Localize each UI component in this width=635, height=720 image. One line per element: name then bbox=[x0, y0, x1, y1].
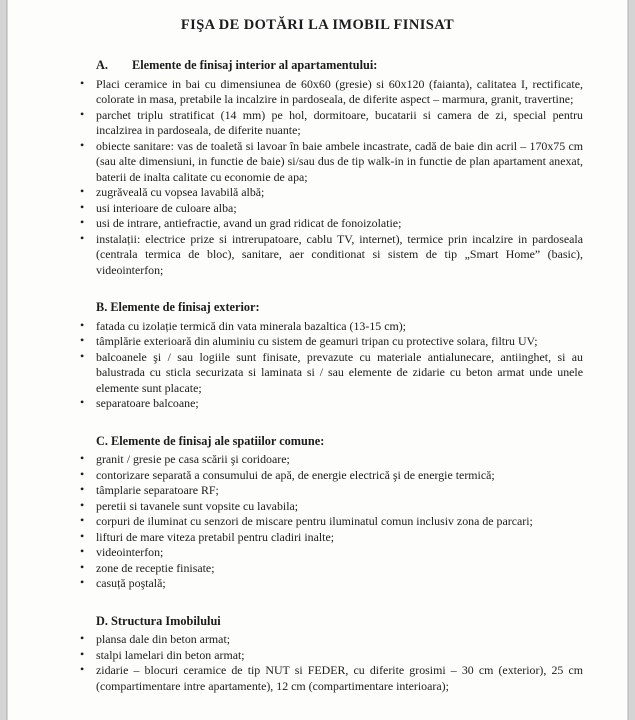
list-item: • granit / gresie pe casa scării şi coridoare; bbox=[96, 452, 583, 468]
scan-edge-right bbox=[628, 0, 635, 720]
section-d-label: D. bbox=[96, 613, 108, 628]
section-d bbox=[96, 614, 583, 695]
list-item: • balcoanele şi / sau logiile sunt finisate, prevazute cu materiale antialunecare, antiinghet, si au balustrada cu sticla securizata si laminata si / sau elemente de zidarie cu beton armat unde unele elemente sunt placate; bbox=[96, 350, 583, 397]
section-c-title: Elemente de finisaj ale spatiilor comune: bbox=[111, 433, 325, 448]
document-body bbox=[8, 58, 627, 694]
section-b-title: Elemente de finisaj exterior: bbox=[110, 300, 260, 314]
list-item: • stalpi lamelari din beton armat; bbox=[96, 648, 583, 664]
section-b-list bbox=[96, 319, 583, 412]
section-b bbox=[96, 300, 583, 412]
section-d-heading bbox=[96, 614, 583, 630]
section-b-label: B. bbox=[96, 300, 108, 314]
section-d-title: Structura Imobilului bbox=[111, 613, 221, 628]
list-item: • plansa dale din beton armat; bbox=[96, 632, 583, 648]
section-c-heading bbox=[96, 434, 583, 450]
section-c-list bbox=[96, 452, 583, 592]
section-a bbox=[96, 58, 583, 278]
list-item: • usi interioare de culoare alba; bbox=[96, 201, 583, 217]
list-item: • lifturi de mare viteza pretabil pentru cladiri inalte; bbox=[96, 530, 583, 546]
list-item: • instalații: electrice prize si intrerupatoare, cablu TV, internet), termice prin incalzire in pardoseala (centrala termica de bloc), sanitare, aer conditionat si sistem de tip „Smart Home” (basic), videointerfon; bbox=[96, 232, 583, 279]
list-item: • parchet triplu stratificat (14 mm) pe hol, dormitoare, bucatarii si camera de zi, special pentru incalzirea in pardoseala, de diferite nuante; bbox=[96, 108, 583, 139]
document-page bbox=[8, 0, 627, 720]
section-d-list bbox=[96, 632, 583, 694]
list-item: • fatada cu izolație termică din vata minerala bazaltica (13-15 cm); bbox=[96, 319, 583, 335]
list-item: • usi de intrare, antiefractie, avand un grad ridicat de fonoizolatie; bbox=[96, 216, 583, 232]
list-item: • zugrăveală cu vopsea lavabilă albă; bbox=[96, 185, 583, 201]
list-item: • casuță poştală; bbox=[96, 576, 583, 592]
document-title: FIŞA DE DOTĂRI LA IMOBIL FINISAT bbox=[180, 17, 455, 33]
list-item: • zone de receptie finisate; bbox=[96, 561, 583, 577]
list-item: • zidarie – blocuri ceramice de tip NUT si FEDER, cu diferite grosimi – 30 cm (exterior), 25 cm (compartimentare intre apartamente), 12 cm (compartimentare interioara); bbox=[96, 663, 583, 694]
list-item: • obiecte sanitare: vas de toaletă si lavoar în baie ambele incastrate, cadă de baie din acril – 170x75 cm (sau alte dimensiuni, in functie de baie) si/sau dus de tip walk-in in functie de plan apartament anexat, baterii de inalta calitate cu economie de apa; bbox=[96, 139, 583, 186]
list-item: • Placi ceramice in bai cu dimensiunea de 60x60 (gresie) si 60x120 (faianta), calitatea I, rectificate, colorate in masa, pretabile la incalzire in pardoseala, de diferite aspect – marmura, granit, travertine; bbox=[96, 77, 583, 108]
section-a-title: Elemente de finisaj interior al apartamentului: bbox=[132, 58, 378, 72]
section-a-list bbox=[96, 77, 583, 279]
list-item: • contorizare separată a consumului de apă, de energie electrică şi de energie termică; bbox=[96, 468, 583, 484]
list-item: • tâmplărie exterioară din aluminiu cu sistem de geamuri tripan cu protective solara, filtru UV; bbox=[96, 334, 583, 350]
scan-edge-left bbox=[0, 0, 7, 720]
section-b-heading bbox=[96, 300, 583, 316]
section-c-label: C. bbox=[96, 433, 108, 448]
list-item: • separatoare balcoane; bbox=[96, 396, 583, 412]
list-item: • corpuri de iluminat cu senzori de miscare pentru iluminatul comun inclusiv zona de parcari; bbox=[96, 514, 583, 530]
list-item: • tâmplarie separatoare RF; bbox=[96, 483, 583, 499]
list-item: • peretii si tavanele sunt vopsite cu lavabila; bbox=[96, 499, 583, 515]
section-a-heading bbox=[96, 58, 583, 74]
section-c bbox=[96, 434, 583, 592]
section-a-label: A. bbox=[96, 58, 108, 72]
list-item: • videointerfon; bbox=[96, 545, 583, 561]
